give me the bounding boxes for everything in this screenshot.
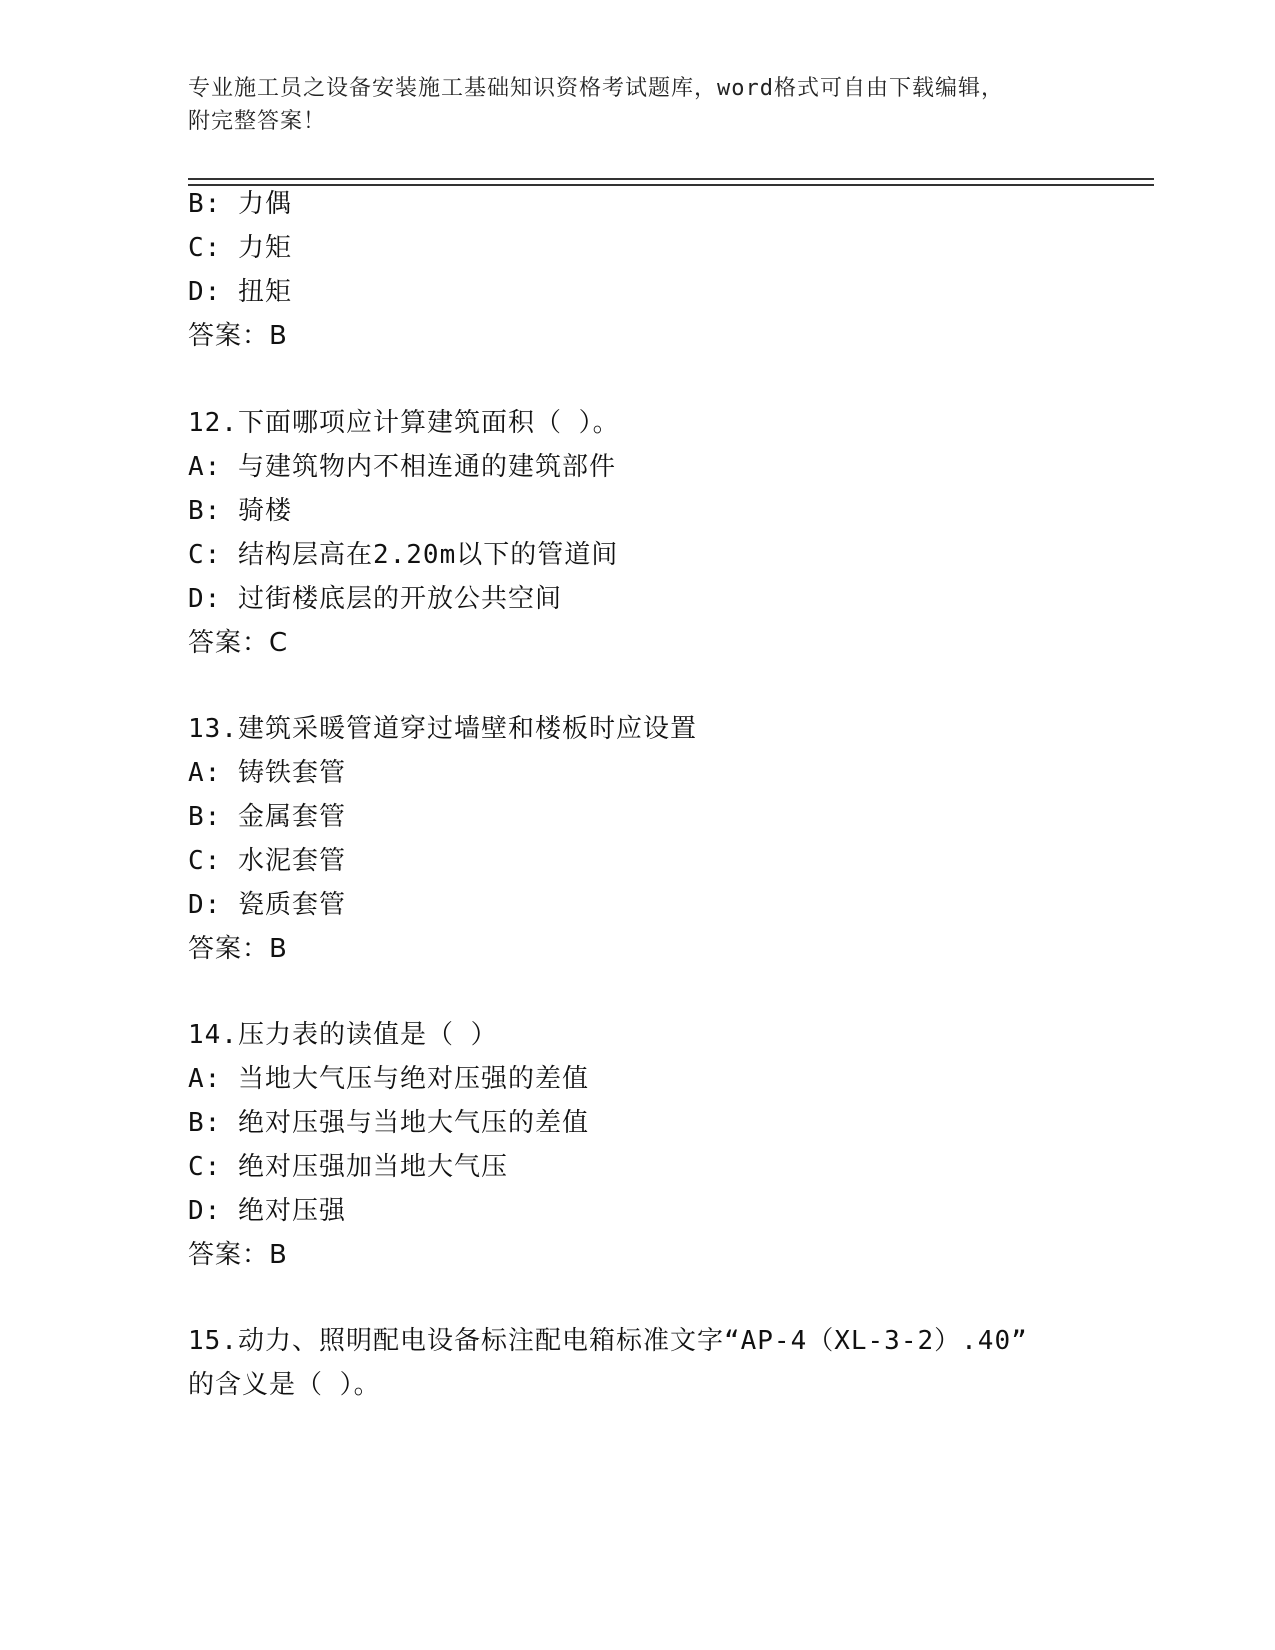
q14-answer: 答案：B bbox=[188, 1240, 288, 1270]
q15-stem-line-2: 的含义是（ ）。 bbox=[188, 1370, 381, 1400]
document-header bbox=[188, 72, 1068, 138]
q13-option-a: A: 铸铁套管 bbox=[188, 758, 346, 788]
q15-stem-line-1: 15.动力、照明配电设备标注配电箱标准文字“AP-4（XL-3-2）.40” bbox=[188, 1326, 1028, 1356]
q14-option-b: B: 绝对压强与当地大气压的差值 bbox=[188, 1108, 589, 1138]
q11-option-d: D: 扭矩 bbox=[188, 277, 292, 307]
q12-option-a: A: 与建筑物内不相连通的建筑部件 bbox=[188, 452, 616, 482]
q12-answer: 答案：C bbox=[188, 628, 289, 658]
q14-stem: 14.压力表的读值是（ ） bbox=[188, 1020, 498, 1050]
header-divider-bottom bbox=[188, 184, 1154, 186]
header-divider-top bbox=[188, 178, 1154, 180]
q13-answer: 答案：B bbox=[188, 934, 288, 964]
q11-answer: 答案：B bbox=[188, 321, 288, 351]
q13-option-c: C: 水泥套管 bbox=[188, 846, 346, 876]
q11-option-b: B: 力偶 bbox=[188, 189, 292, 219]
q14-option-c: C: 绝对压强加当地大气压 bbox=[188, 1152, 508, 1182]
q12-option-d: D: 过街楼底层的开放公共空间 bbox=[188, 584, 562, 614]
q13-option-d: D: 瓷质套管 bbox=[188, 890, 346, 920]
header-title-line-1: 专业施工员之设备安装施工基础知识资格考试题库，word格式可自由下载编辑， bbox=[188, 76, 1004, 101]
q14-option-d: D: 绝对压强 bbox=[188, 1196, 346, 1226]
q13-stem: 13.建筑采暖管道穿过墙壁和楼板时应设置 bbox=[188, 714, 697, 744]
q12-stem: 12.下面哪项应计算建筑面积（ ）。 bbox=[188, 408, 620, 438]
q11-option-c: C: 力矩 bbox=[188, 233, 292, 263]
q12-option-c: C: 结构层高在2.20m以下的管道间 bbox=[188, 540, 619, 570]
q12-option-b: B: 骑楼 bbox=[188, 496, 292, 526]
header-title-line-2: 附完整答案！ bbox=[188, 109, 327, 134]
q13-option-b: B: 金属套管 bbox=[188, 802, 346, 832]
q14-option-a: A: 当地大气压与绝对压强的差值 bbox=[188, 1064, 589, 1094]
